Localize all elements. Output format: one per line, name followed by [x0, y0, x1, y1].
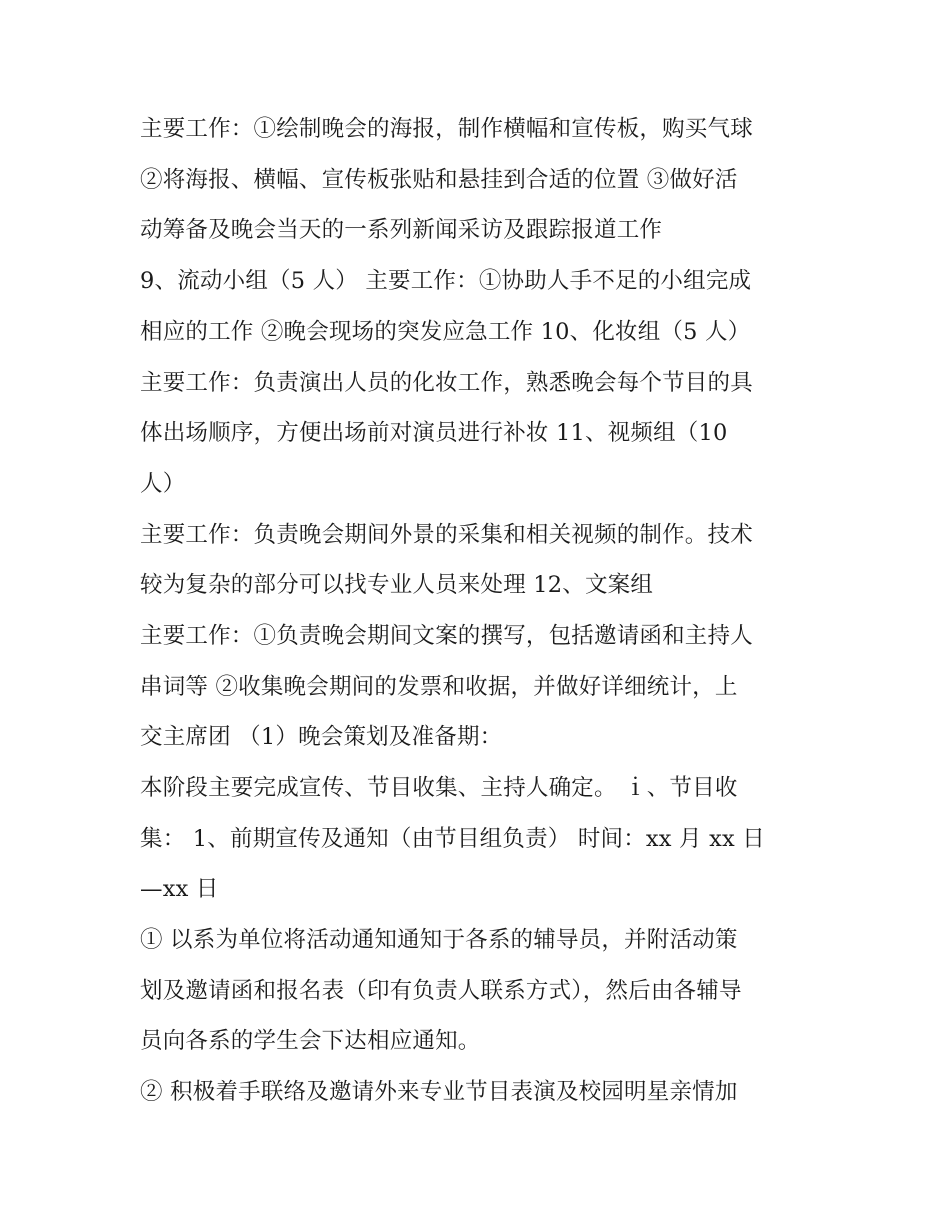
text-line: 集： 1、前期宣传及通知（由节目组负责） 时间：xx 月 xx 日	[140, 826, 765, 852]
text-line: 主要工作：①绘制晚会的海报，制作横幅和宣传板，购买气球	[140, 116, 753, 142]
text-line: ① 以系为单位将活动通知通知于各系的辅导员，并附活动策	[140, 927, 738, 953]
text-line: —xx 日	[140, 876, 219, 902]
text-line: 本阶段主要完成宣传、节目收集、主持人确定。 ｉ、节目收	[140, 775, 738, 801]
text-line: 较为复杂的部分可以找专业人员来处理 12、文案组	[140, 572, 654, 598]
text-line: 串词等 ②收集晚会期间的发票和收据，并做好详细统计，上	[140, 674, 738, 700]
text-line: ②将海报、横幅、宣传板张贴和悬挂到合适的位置 ③做好活	[140, 167, 738, 193]
text-line: 人）	[140, 471, 186, 497]
text-line: 员向各系的学生会下达相应通知。	[140, 1028, 481, 1054]
text-line: 相应的工作 ②晚会现场的突发应急工作 10、化妆组（5 人）	[140, 319, 751, 345]
text-line: 体出场顺序，方便出场前对演员进行补妆 11、视频组（10	[140, 420, 728, 446]
text-line: 交主席团 （1）晚会策划及准备期：	[140, 724, 503, 750]
text-line: ② 积极着手联络及邀请外来专业节目表演及校园明星亲情加	[140, 1079, 738, 1105]
text-line: 动筹备及晚会当天的一系列新闻采访及跟踪报道工作	[140, 217, 663, 243]
text-line: 主要工作：负责演出人员的化妆工作，熟悉晚会每个节目的具	[140, 370, 753, 396]
text-line: 主要工作：负责晚会期间外景的采集和相关视频的制作。技术	[140, 522, 753, 548]
text-line: 主要工作：①负责晚会期间文案的撰写，包括邀请函和主持人	[140, 623, 753, 649]
text-line: 9、流动小组（5 人） 主要工作：①协助人手不足的小组完成	[140, 268, 752, 294]
text-line: 划及邀请函和报名表（印有负责人联系方式），然后由各辅导	[140, 978, 742, 1004]
